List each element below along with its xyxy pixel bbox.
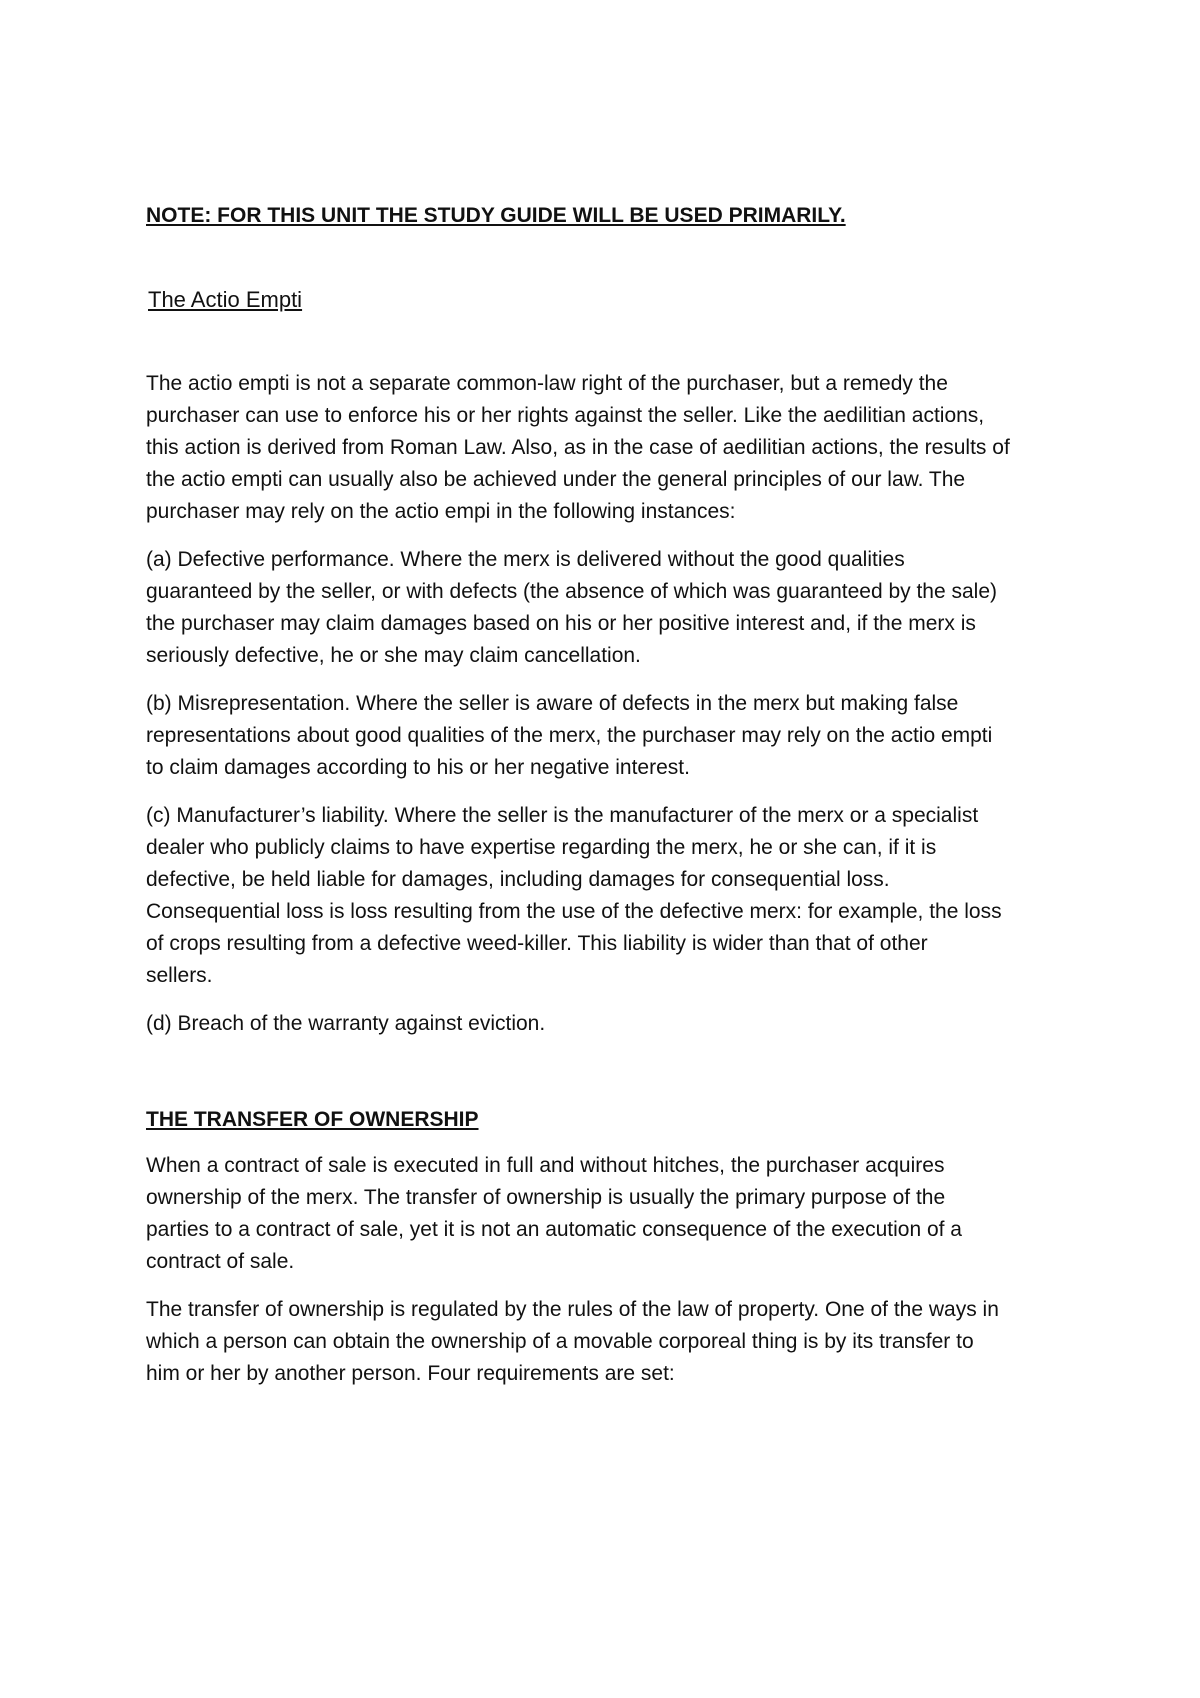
item-a-defective-performance	[146, 544, 1086, 672]
transfer-paragraph-2	[146, 1294, 1086, 1390]
spacer	[146, 528, 1086, 544]
document-body	[146, 200, 1086, 1390]
paragraph-line: dealer who publicly claims to have expertise regarding the merx, he or she can, if it is	[146, 836, 937, 859]
spacer	[146, 232, 1086, 284]
paragraph-line: guaranteed by the seller, or with defects (the absence of which was guaranteed by the sale)	[146, 580, 998, 603]
paragraph-line: (a) Defective performance. Where the merx is delivered without the good qualities	[146, 548, 905, 571]
spacer	[146, 992, 1086, 1008]
paragraph-line: defective, be held liable for damages, including damages for consequential loss.	[146, 868, 890, 891]
spacer	[146, 784, 1086, 800]
paragraph-line: (c) Manufacturer’s liability. Where the seller is the manufacturer of the merx or a specialist	[146, 804, 979, 827]
item-d-breach-of-warranty	[146, 1008, 1086, 1040]
study-guide-note: NOTE: FOR THIS UNIT THE STUDY GUIDE WILL BE USED PRIMARILY.	[146, 204, 846, 227]
paragraph-line: him or her by another person. Four requirements are set:	[146, 1362, 675, 1385]
spacer	[146, 1040, 1086, 1104]
paragraph-line: to claim damages according to his or her negative interest.	[146, 756, 690, 779]
paragraph-line: representations about good qualities of the merx, the purchaser may rely on the actio empti	[146, 724, 993, 747]
spacer	[146, 1278, 1086, 1294]
paragraph-line: purchaser can use to enforce his or her rights against the seller. Like the aedilitian actions,	[146, 404, 985, 427]
paragraph-line: the actio empti can usually also be achieved under the general principles of our law. The	[146, 468, 966, 491]
intro-paragraph	[146, 368, 1086, 528]
paragraph-line: sellers.	[146, 964, 213, 987]
paragraph-line: (d) Breach of the warranty against eviction.	[146, 1012, 546, 1035]
paragraph-line: the purchaser may claim damages based on his or her positive interest and, if the merx is	[146, 612, 976, 635]
paragraph-line: ownership of the merx. The transfer of ownership is usually the primary purpose of the	[146, 1186, 946, 1209]
paragraph-line: of crops resulting from a defective weed-killer. This liability is wider than that of other	[146, 932, 928, 955]
spacer	[146, 672, 1086, 688]
paragraph-line: which a person can obtain the ownership of a movable corporeal thing is by its transfer to	[146, 1330, 974, 1353]
paragraph-line: seriously defective, he or she may claim cancellation.	[146, 644, 641, 667]
item-b-misrepresentation	[146, 688, 1086, 784]
section-title-transfer-of-ownership: THE TRANSFER OF OWNERSHIP	[146, 1108, 479, 1131]
paragraph-line: Consequential loss is loss resulting from the use of the defective merx: for example, the loss	[146, 900, 1002, 923]
paragraph-line: this action is derived from Roman Law. Also, as in the case of aedilitian actions, the results of	[146, 436, 1010, 459]
item-c-manufacturers-liability	[146, 800, 1086, 992]
paragraph-line: purchaser may rely on the actio empi in the following instances:	[146, 500, 736, 523]
section-title-actio-empti: The Actio Empti	[148, 287, 303, 312]
paragraph-line: (b) Misrepresentation. Where the seller is aware of defects in the merx but making false	[146, 692, 959, 715]
spacer	[146, 316, 1086, 368]
transfer-paragraph-1	[146, 1150, 1086, 1278]
paragraph-line: The actio empti is not a separate common-law right of the purchaser, but a remedy the	[146, 372, 948, 395]
paragraph-line: The transfer of ownership is regulated by the rules of the law of property. One of the ways in	[146, 1298, 999, 1321]
paragraph-line: contract of sale.	[146, 1250, 295, 1273]
paragraph-line: parties to a contract of sale, yet it is not an automatic consequence of the execution of a	[146, 1218, 962, 1241]
paragraph-line: When a contract of sale is executed in full and without hitches, the purchaser acquires	[146, 1154, 945, 1177]
spacer	[146, 1136, 1086, 1150]
